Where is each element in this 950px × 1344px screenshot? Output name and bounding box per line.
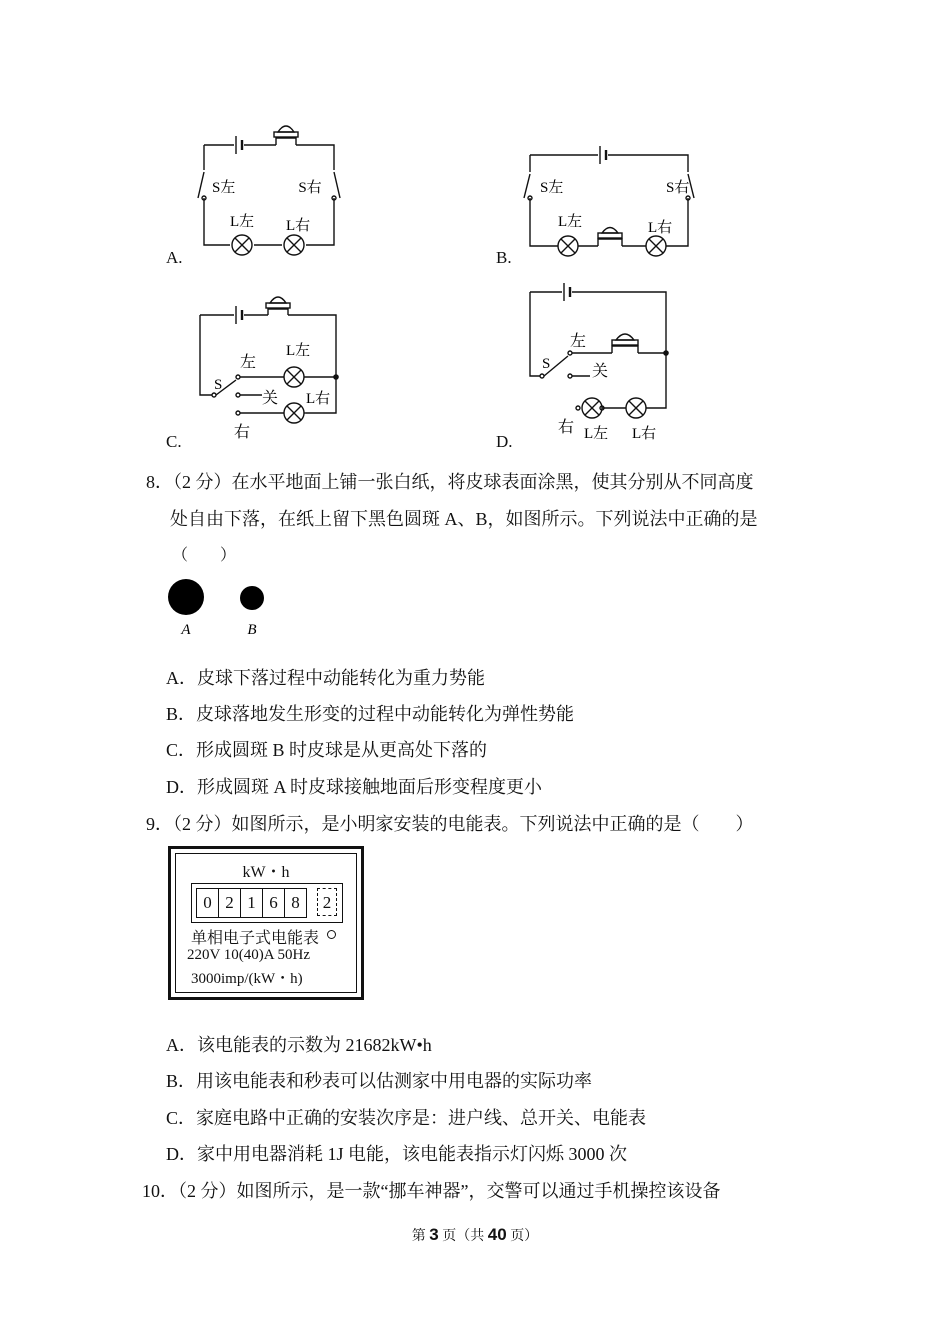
circuit-c-pos-off: 关 [262, 390, 279, 407]
meter-digit-1: 0 [196, 888, 219, 918]
circuit-c-l-right: L右 [306, 391, 331, 407]
q9-option-b: B．用该电能表和秒表可以估测家中用电器的实际功率 [166, 1071, 593, 1091]
q8-line-3: （ ） [172, 547, 237, 564]
q8-line-2: 处自由下落，在纸上留下黑色圆斑 A、B，如图所示。下列说法中正确的是 [170, 509, 758, 529]
circuit-d-pos-right: 右 [558, 419, 575, 436]
meter-spec-2: 3000imp/(kW・h) [191, 971, 303, 987]
page-footer [0, 1225, 950, 1245]
q9-option-d: D．家中用电器消耗 1J 电能，该电能表指示灯闪烁 3000 次 [166, 1144, 628, 1164]
q8-option-d: D．形成圆斑 A 时皮球接触地面后形变程度更小 [166, 777, 543, 797]
circuit-d-l-left: L左 [584, 426, 609, 442]
circuit-a-l-left: L左 [230, 214, 255, 230]
electricity-meter [168, 846, 364, 1000]
circuit-a-label: A. [166, 248, 183, 267]
circuit-diagram-d [518, 280, 698, 445]
meter-spec-1: 220V 10(40)A 50Hz [187, 947, 311, 963]
circuit-a-s-right: S右 [298, 180, 322, 196]
q10-line-1: 10．（2 分）如图所示，是一款“挪车神器”，交警可以通过手机操控该设备 [142, 1181, 721, 1201]
circuit-d-pos-left: 左 [570, 333, 587, 350]
circuit-c-pos-left: 左 [240, 354, 257, 371]
circuit-d-pos-off: 关 [592, 363, 609, 380]
circuit-d-label: D. [496, 432, 513, 451]
footer-page-number: 3 [429, 1225, 439, 1244]
meter-digit-5: 8 [284, 888, 307, 918]
meter-decimal-digit: 2 [317, 888, 337, 916]
meter-digits [197, 888, 307, 918]
circuit-b-l-right: L右 [648, 220, 673, 236]
q8-ink-spots-figure [160, 572, 280, 642]
meter-name: 单相电子式电能表 [191, 930, 320, 947]
circuit-b-label: B. [496, 248, 512, 267]
footer-pre: 第 [411, 1229, 426, 1244]
q9-option-a: A．该电能表的示数为 21682kW•h [166, 1035, 432, 1055]
circuit-c-switch: S [214, 377, 223, 393]
q8-option-b: B．皮球落地发生形变的过程中动能转化为弹性势能 [166, 704, 575, 724]
circuit-a-l-right: L右 [286, 218, 311, 234]
meter-digit-4: 6 [262, 888, 285, 918]
circuit-c-l-left: L左 [286, 343, 311, 359]
spot-b [240, 586, 264, 610]
footer-total-pages: 40 [487, 1225, 507, 1244]
q9-line-1: 9．（2 分）如图所示，是小明家安装的电能表。下列说法中正确的是（ ） [146, 814, 754, 834]
circuit-diagram-a [190, 120, 350, 260]
spot-a [168, 579, 204, 615]
meter-digit-3: 1 [240, 888, 263, 918]
footer-post: 页） [510, 1229, 539, 1244]
spot-b-label: B [247, 622, 257, 638]
footer-mid: 页（共 [442, 1229, 485, 1244]
q8-line-1: 8．（2 分）在水平地面上铺一张白纸，将皮球表面涂黑，使其分别从不同高度 [146, 472, 754, 492]
circuit-d-l-right: L右 [632, 426, 657, 442]
circuit-diagram-c [190, 285, 350, 445]
circuit-a-s-left: S左 [212, 180, 236, 196]
q8-option-a: A．皮球下落过程中动能转化为重力势能 [166, 668, 485, 688]
circuit-c-label: C. [166, 432, 182, 451]
circuit-b-s-left: S左 [540, 180, 564, 196]
circuit-d-switch: S [542, 356, 551, 372]
meter-digit-2: 2 [218, 888, 241, 918]
circuit-diagram-b [518, 140, 698, 260]
meter-unit: kW・h [242, 864, 290, 881]
q9-option-c: C．家庭电路中正确的安装次序是：进户线、总开关、电能表 [166, 1108, 647, 1128]
circuit-b-l-left: L左 [558, 214, 583, 230]
circuit-b-s-right: S右 [666, 180, 690, 196]
q8-option-c: C．形成圆斑 B 时皮球是从更高处下落的 [166, 740, 488, 760]
spot-a-label: A [181, 622, 191, 638]
circuit-c-pos-right: 右 [234, 424, 251, 441]
meter-indicator-light [327, 930, 336, 939]
